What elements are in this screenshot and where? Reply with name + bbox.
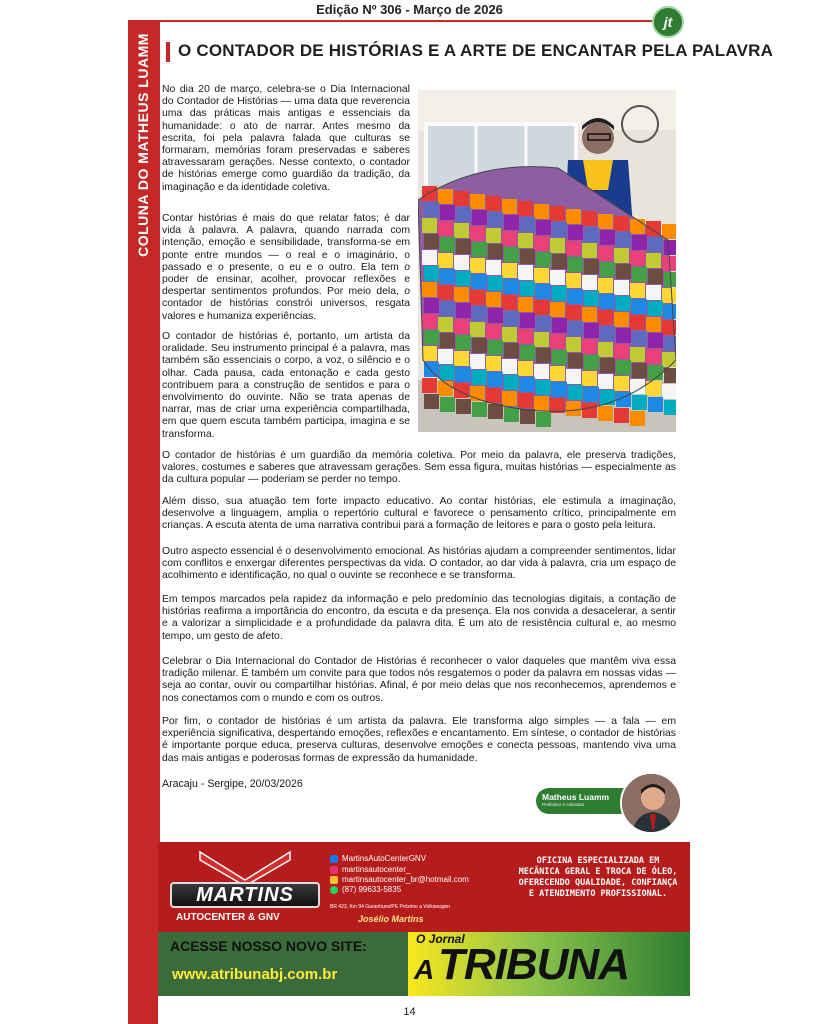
martins-emblem-icon [170,850,320,886]
quilt-patch [422,218,437,233]
quilt-patch [630,251,645,266]
quilt-patch [422,186,437,201]
quilt-patch [584,259,599,274]
quilt-patch [632,331,647,346]
quilt-patch [504,215,519,230]
quilt-patch [566,401,581,416]
quilt-patch [440,333,455,348]
quilt-patch [438,253,453,268]
quilt-patch [566,337,581,352]
quilt-patch [456,207,471,222]
quilt-patch [520,249,535,264]
quilt-patch [534,396,549,411]
quilt-patch [568,385,583,400]
quilt-patch [568,321,583,336]
quilt-patch [520,377,535,392]
quilt-patch [488,404,503,419]
quilt-patch [584,355,599,370]
quilt-patch [584,291,599,306]
headline-marker [166,42,170,62]
quilt-patch [646,349,661,364]
quilt-patch [488,340,503,355]
quilt-patch [566,369,581,384]
article-paragraph: Outro aspecto essencial é o desenvolvimento emocional. As histórias ajudam a compreender sentimentos, lidar com conflitos e enxergar diferentes perspectivas da vida. O contador, ao dar vida à palavra, cria um espaço de acolhimento e identificação, no qual o ouvinte se reconhece e se transforma. [162,546,676,582]
quilt-patch [568,353,583,368]
quilt-patch [648,301,663,316]
quilt-patch [518,361,533,376]
quilt-patch [598,406,613,421]
quilt-patch [552,382,567,397]
quilt-patch [520,409,535,424]
quilt-patch [486,356,501,371]
article-paragraph: Além disso, sua atuação tem forte impacto educativo. Ao contar histórias, ele estimula a imaginação, desenvolve a linguagem, amplia o repertório cultural e favorece o pensamento crítico, principalmente em crianças. A escuta atenta de uma narrativa contribui para a formação de leitores e para o gosto pela leitura. [162,496,676,532]
quilt-patch [536,380,551,395]
quilt-patch [632,299,647,314]
quilt-patch [502,359,517,374]
quilt-patch [438,285,453,300]
author-name: Matheus Luamm [542,792,610,802]
quilt-patch [472,402,487,417]
quilt-patch [454,191,469,206]
quilt-patch [456,239,471,254]
quilt-patch [598,278,613,293]
quilt-patch [630,283,645,298]
quilt-patch [630,347,645,362]
quilt-patch [488,276,503,291]
quilt-patch [536,252,551,267]
quilt-patch [534,364,549,379]
instagram-handle: martinsautocenter_ [342,865,411,874]
quilt-patch [456,367,471,382]
quilt-patch [568,225,583,240]
quilt-patch [566,305,581,320]
quilt-patch [614,408,629,423]
quilt-patch [646,317,661,332]
tribuna-logo: TRIBUNA [438,940,629,989]
quilt-patch [616,264,631,279]
quilt-patch [520,281,535,296]
quilt-patch [664,240,676,255]
quilt-patch [424,202,439,217]
quilt-patch [518,201,533,216]
storyteller-photo-illustration [418,90,676,432]
quilt-patch [630,411,645,426]
quilt-patch [486,388,501,403]
article-paragraph: Contar histórias é mais do que relatar fatos; é dar vida à palavra. A palavra, quando narrada com intenção, emoção e sensibilidade, transforma-se em ponte entre mundos — o real e o imaginário, o passado e o presente, o eu e o outro. Ela tem o poder de ensinar, acolher, provocar reflexões e despertar sentimentos profundos. Por meio dela, o contador de histórias constrói universos, resgata valores e humaniza experiências. [162,213,410,322]
edition-label: Edição Nº 306 - Março de 2026 [316,2,503,17]
quilt-patch [440,205,455,220]
quilt-patch [440,237,455,252]
quilt-patch [550,270,565,285]
quilt-patch [550,334,565,349]
email-address: martinsautocenter_br@hotmail.com [342,875,469,884]
martins-logo [170,850,320,928]
quilt-patch [518,265,533,280]
quilt-patch [486,260,501,275]
site-url-link[interactable]: www.atribunabj.com.br [172,966,338,983]
quilt-patch [438,317,453,332]
author-portrait [622,774,682,834]
martins-subtitle: AUTOCENTER & GNV [176,912,280,923]
quilt-patch [424,330,439,345]
quilt-patch [518,233,533,248]
quilt-patch [422,282,437,297]
quilt-patch [440,301,455,316]
quilt-patch [552,254,567,269]
quilt-patch [518,297,533,312]
quilt-patch [470,194,485,209]
article-paragraph: Por fim, o contador de histórias é um artista da palavra. Ele transforma algo simples — a fala — em experiência significativa, despertando emoções, reflexões e encantamento. Em síntese, o contador de histórias é importante porque educa, preserva culturas, desenvolve emoções e conecta pessoas, mantendo viva uma das mais antigas e poderosas formas de expressão da humanidade. [162,716,676,764]
article-paragraph: Celebrar o Dia Internacional do Contador de Histórias é reconhecer o valor daqueles que mantêm viva essa tradição milenar. É também um convite para que todos nós resgatemos o poder da palavra em nossas vidas — seja ao contar, ouvir ou compartilhar histórias. Afinal, é por meio delas que nos reconhecemos, aprendemos e nos conectamos com o mundo e com os outros. [162,656,676,704]
quilt-patch [664,400,676,415]
quilt-patch [488,212,503,227]
quilt-patch [518,329,533,344]
newspaper-logo: jt [652,6,684,38]
quilt-patch [470,258,485,273]
quilt-patch [422,378,437,393]
quilt-patch [536,348,551,363]
quilt-patch [616,328,631,343]
quilt-patch [424,234,439,249]
quilt-patch [454,255,469,270]
quilt-patch [552,286,567,301]
quilt-patch [518,393,533,408]
quilt-patch [550,206,565,221]
quilt-patch [566,209,581,224]
quilt-patch [502,295,517,310]
quilt-patch [454,351,469,366]
quilt-patch [552,318,567,333]
martins-advertisement[interactable] [158,842,690,932]
quilt-patch [582,243,597,258]
quilt-patch [534,268,549,283]
quilt-patch [534,204,549,219]
phone-contact[interactable] [330,885,401,895]
quilt-patch [600,230,615,245]
quilt-patch [582,339,597,354]
quilt-patch [502,199,517,214]
facebook-contact[interactable] [330,854,426,864]
quilt-patch [632,267,647,282]
quilt-patch [598,342,613,357]
quilt-patch [598,374,613,389]
quilt-patch [504,407,519,422]
quilt-patch [486,196,501,211]
quilt-patch [614,312,629,327]
quilt-patch [614,376,629,391]
quilt-patch [470,290,485,305]
tribuna-advertisement[interactable] [408,932,690,996]
article-paragraph: No dia 20 de março, celebra-se o Dia Internacional do Contador de Histórias — uma data que reverencia uma das práticas mais antigas e essenciais da humanidade: o ato de narrar. Antes mesmo da escrita, foi pela palavra falada que culturas se formaram, memórias foram preservadas e saberes atravessaram gerações. Nesse contexto, o contador de histórias emerge como guardião da tradição, da imaginação e da identidade coletiva. [162,84,410,193]
quilt-patch [568,289,583,304]
quilt-patch [472,370,487,385]
quilt-patch [504,343,519,358]
quilt-patch [662,224,676,239]
quilt-patch [552,350,567,365]
quilt-patch [648,269,663,284]
article-paragraph: Em tempos marcados pela rapidez da informação e pelo predomínio das tecnologias digitais, a contação de histórias reafirma a importância do encontro, da escuta e da presença. Ela nos convida a desacelerar, a sentir e a valorizar a simplicidade e a profundidade da palavra dita. É um ato de resistência cultural e, ao mesmo tempo, um gesto de afeto. [162,594,676,642]
quilt-patch [504,375,519,390]
article-paragraph: O contador de histórias é, portanto, um artista da oralidade. Seu instrumento principal é a palavra, mas também são essenciais o corpo, a voz, o silêncio e o olhar. Cada pausa, cada entonação e cada gesto contribuem para a construção de sentidos e para o envolvimento do ouvinte. Não se trata apenas de narrar, mas de criar uma experiência compartilhada, em que quem escuta também participa, imagina e se transforma. [162,331,410,440]
quilt-patch [614,344,629,359]
quilt-patch [536,316,551,331]
top-rule [160,20,660,22]
quilt-patch [648,333,663,348]
quilt-patch [598,246,613,261]
quilt-patch [486,228,501,243]
quilt-patch [582,307,597,322]
instagram-contact[interactable] [330,865,410,875]
quilt-patch [502,263,517,278]
quilt-patch [616,360,631,375]
quilt-patch [422,314,437,329]
quilt-patch [502,231,517,246]
article-signature: Aracaju - Sergipe, 20/03/2026 [162,778,303,790]
quilt-patch [662,384,676,399]
email-icon [330,876,338,884]
page-number: 14 [403,1006,416,1018]
quilt-patch [598,310,613,325]
quilt-patch [582,275,597,290]
quilt-patch [566,241,581,256]
quilt-patch [454,223,469,238]
quilt-patch [632,395,647,410]
author-role: Professor e colunista [542,802,585,807]
quilt-patch [600,326,615,341]
article-title: O CONTADOR DE HISTÓRIAS E A ARTE DE ENCANTAR PELA PALAVRA [178,41,774,60]
site-advertisement[interactable] [158,932,408,996]
quilt-patch [630,315,645,330]
article-paragraph: O contador de histórias é um guardião da memória coletiva. Por meio da palavra, ele preserva tradições, valores, costumes e saberes que atravessam gerações. Sem essa figura, muitas histórias — especialmente as da cultura popular — poderiam se perder no tempo. [162,450,676,486]
quilt-patch [424,266,439,281]
martins-offer: OFICINA ESPECIALIZADA EM MECÂNICA GERAL E TROCA DE ÓLEO, OFERECENDO QUALIDADE, CONFIANÇA E ATENDIMENTO PROFISSIONAL. [518,856,678,899]
quilt-patch [438,189,453,204]
quilt-patch [472,242,487,257]
quilt-patch [584,323,599,338]
quilt-patch [440,397,455,412]
quilt-patch [454,287,469,302]
quilt-patch [438,221,453,236]
quilt-patch [424,298,439,313]
quilt-patch [664,304,676,319]
column-title [128,30,158,260]
column-title-text: COLUNA DO MATHEUS LUAMM [135,33,151,257]
quilt-patch [456,271,471,286]
quilt-patch [614,248,629,263]
quilt-patch [534,332,549,347]
quilt-patch [488,244,503,259]
quilt-patch [422,250,437,265]
quilt-patch [504,247,519,262]
author-avatar [620,772,682,834]
quilt-patch [424,394,439,409]
facebook-handle: MartinsAutoCenterGNV [342,854,427,863]
quilt-patch [520,313,535,328]
quilt-patch [646,253,661,268]
martins-brand: MARTINS [170,882,320,908]
quilt-patch [582,403,597,418]
quilt-patch [472,210,487,225]
instagram-icon [330,866,338,874]
quilt-patch [600,358,615,373]
quilt-patch [440,365,455,380]
quilt-patch [632,363,647,378]
quilt-patch [472,306,487,321]
email-contact[interactable] [330,875,469,885]
quilt-patch [600,294,615,309]
whatsapp-icon [330,886,338,894]
quilt-patch [536,284,551,299]
quilt-patch [504,311,519,326]
quilt-patch [598,214,613,229]
quilt-patch [470,322,485,337]
quilt-patch [534,300,549,315]
quilt-patch [600,262,615,277]
facebook-icon [330,855,338,863]
quilt-patch [486,292,501,307]
tribuna-article: A [414,954,435,985]
quilt-patch [488,372,503,387]
quilt-patch [470,354,485,369]
quilt-patch [662,352,676,367]
quilt-patch [566,273,581,288]
quilt-patch [472,274,487,289]
phone-number: (87) 99633-5835 [342,885,402,894]
quilt-patch [456,303,471,318]
quilt-patch [630,219,645,234]
quilt-patch [454,319,469,334]
quilt-patch [582,371,597,386]
quilt-patch [520,345,535,360]
quilt-patch [616,296,631,311]
quilt-patch [614,280,629,295]
quilt-patch [470,226,485,241]
quilt-patch [584,387,599,402]
quilt-patch [536,220,551,235]
quilt-patch [614,216,629,231]
quilt-patch [648,397,663,412]
quilt-patch [552,222,567,237]
quilt-patch [456,335,471,350]
storyteller-photo [418,90,676,432]
quilt-patch [488,308,503,323]
quilt-patch [536,412,551,427]
quilt-patch [550,302,565,317]
site-cta: ACESSE NOSSO NOVO SITE: [170,938,367,954]
martins-address: BR 423, Km 94 Garanhuns/PE Próximo a Volkswagen [330,904,451,910]
quilt-patch [438,349,453,364]
quilt-patch [632,235,647,250]
quilt-patch [600,390,615,405]
quilt-patch [486,324,501,339]
quilt-patch [502,391,517,406]
quilt-patch [646,285,661,300]
quilt-patch [582,211,597,226]
quilt-patch [440,269,455,284]
quilt-patch [616,232,631,247]
quilt-patch [662,288,676,303]
quilt-patch [568,257,583,272]
quilt-patch [504,279,519,294]
quilt-patch [472,338,487,353]
quilt-patch [454,383,469,398]
quilt-patch [422,346,437,361]
martins-owner: Josélio Martins [358,914,424,924]
quilt-patch [550,238,565,253]
quilt-patch [534,236,549,251]
quilt-patch [456,399,471,414]
tribuna-small-label: O Jornal [416,932,465,946]
quilt-patch [520,217,535,232]
quilt-patch [584,227,599,242]
quilt-patch [550,366,565,381]
quilt-patch [648,237,663,252]
quilt-patch [502,327,517,342]
